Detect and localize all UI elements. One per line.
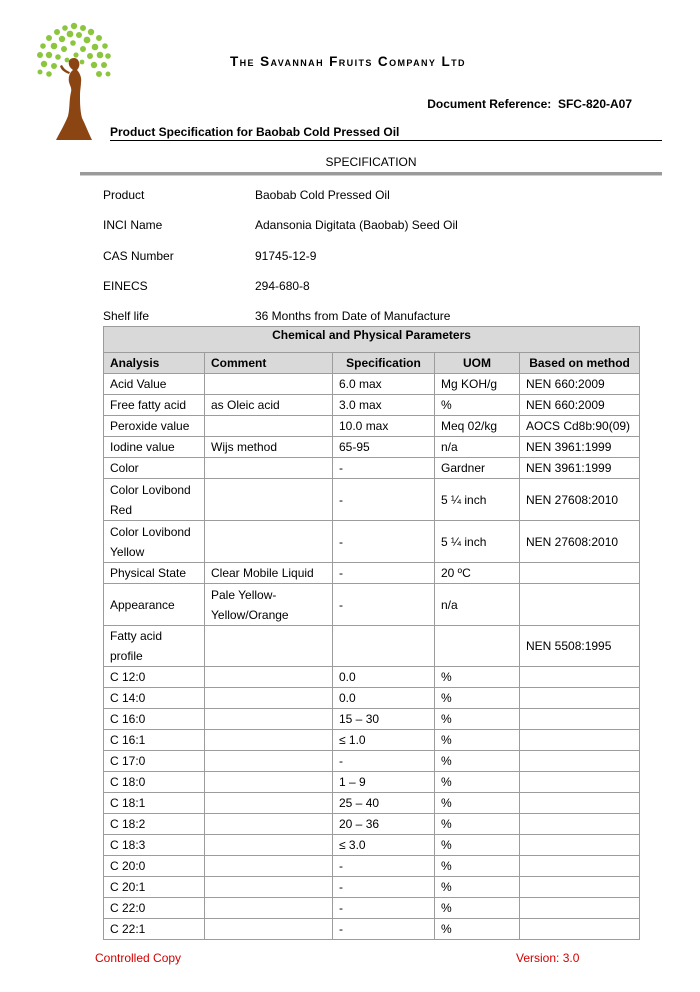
table-cell: C 14:0 [104,688,205,709]
table-cell: Physical State [104,563,205,584]
table-cell: 20 ºC [435,563,520,584]
table-row [104,919,640,940]
table-cell: C 18:0 [104,772,205,793]
table-cell: C 16:0 [104,709,205,730]
section-divider [80,172,662,176]
table-cell [205,626,333,667]
column-header: Specification [333,353,435,374]
table-cell [205,877,333,898]
table-cell: NEN 660:2009 [520,395,640,416]
table-cell: 5 ¼ inch [435,479,520,521]
table-row [104,626,640,667]
document-reference [427,97,632,111]
table-cell: % [435,395,520,416]
column-header: Comment [205,353,333,374]
footer-controlled-copy: Controlled Copy [95,951,182,965]
table-row [104,667,640,688]
column-header: Analysis [104,353,205,374]
table-cell [520,835,640,856]
table-cell: % [435,730,520,751]
table-cell: AOCS Cd8b:90(09) [520,416,640,437]
table-cell [520,709,640,730]
table-cell [205,898,333,919]
table-cell [520,772,640,793]
table-cell: % [435,814,520,835]
table-cell: - [333,584,435,626]
column-header: UOM [435,353,520,374]
table-cell: n/a [435,584,520,626]
table-cell: Iodine value [104,437,205,458]
table-cell [520,814,640,835]
table-cell [205,416,333,437]
table-cell: Color [104,458,205,479]
table-cell: 10.0 max [333,416,435,437]
table-cell: C 16:1 [104,730,205,751]
table-cell: C 20:0 [104,856,205,877]
table-cell: Gardner [435,458,520,479]
table-cell [205,730,333,751]
table-row [104,877,640,898]
table-row [104,563,640,584]
column-header: Based on method [520,353,640,374]
table-row [104,898,640,919]
table-cell: % [435,919,520,940]
table-cell: 25 – 40 [333,793,435,814]
info-label-inci: INCI Name [103,218,163,232]
table-cell: % [435,688,520,709]
table-cell: Color Lovibond Red [104,479,205,521]
table-cell: - [333,877,435,898]
table-cell: Mg KOH/g [435,374,520,395]
table-cell [520,751,640,772]
table-row [104,458,640,479]
table-cell [205,919,333,940]
table-cell: 5 ¼ inch [435,521,520,563]
table-row [104,374,640,395]
table-cell: Free fatty acid [104,395,205,416]
table-cell: 0.0 [333,688,435,709]
table-cell: % [435,709,520,730]
table-cell: NEN 27608:2010 [520,521,640,563]
table-cell: C 17:0 [104,751,205,772]
table-cell: % [435,751,520,772]
info-value-einecs: 294-680-8 [255,279,310,293]
table-cell: C 20:1 [104,877,205,898]
info-label-cas: CAS Number [103,249,174,263]
woman-silhouette-icon [56,58,92,140]
table-cell: 15 – 30 [333,709,435,730]
table-cell: - [333,919,435,940]
table-cell: % [435,898,520,919]
table-cell: Appearance [104,584,205,626]
table-cell [205,709,333,730]
table-cell: 20 – 36 [333,814,435,835]
table-cell: NEN 5508:1995 [520,626,640,667]
table-cell [205,458,333,479]
info-label-product: Product [103,188,145,202]
table-cell: 6.0 max [333,374,435,395]
table-body [104,374,640,940]
table-cell [520,667,640,688]
table-cell: - [333,856,435,877]
table-cell: Fatty acid profile [104,626,205,667]
table-row [104,793,640,814]
table-cell [205,772,333,793]
table-cell [520,856,640,877]
table-cell: Wijs method [205,437,333,458]
table-cell [520,688,640,709]
table-cell: C 22:0 [104,898,205,919]
info-label-shelf-life: Shelf life [103,309,150,323]
table-cell [205,793,333,814]
table-cell [520,898,640,919]
company-logo [34,22,114,142]
info-value-shelf-life: 36 Months from Date of Manufacture [255,309,451,323]
table-cell: - [333,458,435,479]
table-cell: 0.0 [333,667,435,688]
table-cell: Acid Value [104,374,205,395]
table-cell: NEN 660:2009 [520,374,640,395]
table-cell: - [333,521,435,563]
table-title: Chemical and Physical Parameters [104,327,640,353]
footer-version: Version: 3.0 [516,951,580,965]
header-divider [110,140,662,141]
table-cell: C 12:0 [104,667,205,688]
table-cell: ≤ 3.0 [333,835,435,856]
table-cell: % [435,772,520,793]
table-cell [205,688,333,709]
table-cell: C 18:2 [104,814,205,835]
table-cell [520,919,640,940]
table-cell [520,793,640,814]
table-cell: - [333,751,435,772]
table-cell [520,877,640,898]
table-cell: NEN 3961:1999 [520,458,640,479]
table-cell: 3.0 max [333,395,435,416]
table-row [104,521,640,563]
table-row [104,437,640,458]
table-cell [520,730,640,751]
table-header-row [104,353,640,374]
document-reference-value: SFC-820-A07 [557,97,632,111]
table-cell: C 18:1 [104,793,205,814]
table-cell: % [435,667,520,688]
table-row [104,395,640,416]
info-value-cas: 91745-12-9 [255,249,317,263]
table-cell: 65-95 [333,437,435,458]
company-name: The Savannah Fruits Company Ltd [230,54,466,69]
table-row [104,751,640,772]
table-cell [520,584,640,626]
table-cell: Clear Mobile Liquid [205,563,333,584]
table-cell [205,856,333,877]
info-value-inci: Adansonia Digitata (Baobab) Seed Oil [255,218,458,232]
document-reference-label: Document Reference: [427,97,552,111]
table-cell: C 18:3 [104,835,205,856]
table-row [104,688,640,709]
table-cell [205,374,333,395]
table-row [104,584,640,626]
table-row [104,856,640,877]
table-cell [205,521,333,563]
table-cell [205,814,333,835]
info-label-einecs: EINECS [103,279,148,293]
product-specification-title: Product Specification for Baobab Cold Pressed Oil [110,125,400,139]
table-row [104,814,640,835]
table-cell: % [435,877,520,898]
table-cell [435,626,520,667]
table-cell: NEN 3961:1999 [520,437,640,458]
table-cell: Pale Yellow-Yellow/Orange [205,584,333,626]
table-cell: % [435,856,520,877]
table-cell: - [333,898,435,919]
table-cell [205,751,333,772]
table-cell: Color Lovibond Yellow [104,521,205,563]
table-cell [205,835,333,856]
section-heading: SPECIFICATION [325,155,417,169]
table-cell: Peroxide value [104,416,205,437]
table-cell [520,563,640,584]
table-row [104,835,640,856]
table-cell: ≤ 1.0 [333,730,435,751]
table-cell [333,626,435,667]
table-row [104,772,640,793]
table-title-row [104,327,640,353]
table-cell: as Oleic acid [205,395,333,416]
info-value-product: Baobab Cold Pressed Oil [255,188,390,202]
table-cell: C 22:1 [104,919,205,940]
table-cell: 1 – 9 [333,772,435,793]
table-cell [205,479,333,521]
table-cell: n/a [435,437,520,458]
table-row [104,479,640,521]
table-cell: % [435,793,520,814]
table-cell: Meq 02/kg [435,416,520,437]
table-row [104,730,640,751]
table-cell: - [333,479,435,521]
table-cell [205,667,333,688]
table-row [104,709,640,730]
specification-table [103,326,640,940]
table-cell: - [333,563,435,584]
table-cell: NEN 27608:2010 [520,479,640,521]
table-cell: % [435,835,520,856]
table-row [104,416,640,437]
